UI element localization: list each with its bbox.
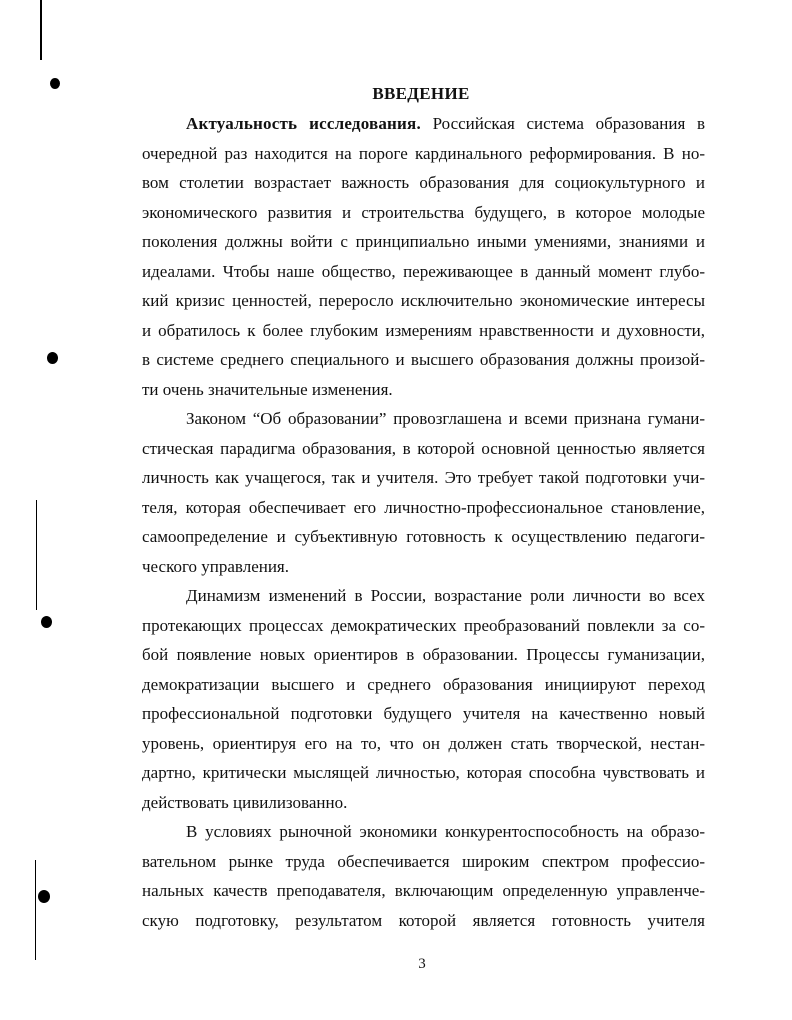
punch-hole-2 bbox=[47, 352, 58, 364]
paragraph-3-line-4: демократизации высшего и среднего образования инициируют переход bbox=[142, 674, 705, 694]
paragraph-4-line-1: В условиях рыночной экономики конкурентоспособность на образо- bbox=[186, 822, 705, 841]
paragraph-3-line-3: бой появление новых ориентиров в образовании. Процессы гуманизации, bbox=[142, 645, 705, 664]
paragraph-1-line-3: вом столетии возрастает важность образования для социокультурного и bbox=[142, 173, 705, 192]
paragraph-1-line-6: идеалами. Чтобы наше общество, переживающее в данный момент глубо- bbox=[142, 261, 705, 281]
scan-margin-line-lower bbox=[36, 500, 37, 610]
punch-hole-3 bbox=[41, 616, 52, 628]
punch-hole-4 bbox=[38, 890, 50, 903]
paragraph-3-line-8: действовать цивилизованно. bbox=[142, 792, 348, 812]
paragraph-2-line-2: стическая парадигма образования, в которой основной ценностью является bbox=[142, 438, 705, 458]
paragraph-1-line-4: экономического развития и строительства будущего, в которое молодые bbox=[142, 202, 705, 222]
paragraph-3-line-1: Динамизм изменений в России, возрастание роли личности во всех bbox=[186, 586, 705, 605]
paragraph-3-line-2: протекающих процессах демократических преобразований повлекли за со- bbox=[142, 615, 705, 635]
paragraph-4-line-3: нальных качеств преподавателя, включающим определенную управленче- bbox=[142, 881, 705, 900]
page-title: ВВЕДЕНИЕ bbox=[372, 84, 470, 103]
scan-margin-line-bottom bbox=[35, 860, 36, 960]
paragraph-1-line-10: ти очень значительные изменения. bbox=[142, 379, 393, 399]
paragraph-4-line-2: вательном рынке труда обеспечивается широким спектром профессио- bbox=[142, 851, 705, 871]
paragraph-2-line-5: самоопределение и субъективную готовность к осуществлению педагоги- bbox=[142, 527, 705, 546]
paragraph-1-line-1: Актуальность исследования. Российская система образования в bbox=[186, 114, 706, 133]
scan-margin-line bbox=[40, 0, 42, 60]
paragraph-3-line-5: профессиональной подготовки будущего учителя на качественно новый bbox=[142, 704, 705, 723]
page-number: 3 bbox=[418, 956, 426, 972]
paragraph-2-line-4: теля, которая обеспечивает его личностно-профессиональное становление, bbox=[142, 497, 705, 517]
paragraph-1-line-2: очередной раз находится на пороге кардинального реформирования. В но- bbox=[142, 143, 705, 163]
paragraph-3-line-6: уровень, ориентируя его на то, что он должен стать творческой, нестан- bbox=[142, 733, 705, 753]
paragraph-1-line-5: поколения должны войти с принципиально иными умениями, знаниями и bbox=[142, 232, 705, 251]
lead-heading: Актуальность исследования. bbox=[186, 114, 421, 133]
paragraph-1-line-7: кий кризис ценностей, переросло исключительно экономические интересы bbox=[142, 291, 705, 310]
paragraph-1-line-8: и обратилось к более глубоким измерениям нравственности и духовности, bbox=[142, 320, 705, 340]
paragraph-4-line-4: скую подготовку, результатом которой является готовность учителя bbox=[142, 910, 705, 930]
paragraph-1-line-9: в системе среднего специального и высшего образования должны произой- bbox=[142, 350, 705, 369]
body-text bbox=[142, 109, 705, 935]
paragraph-2-line-3: личность как учащегося, так и учителя. Это требует такой подготовки учи- bbox=[142, 468, 705, 487]
paragraph-3-line-7: дартно, критически мыслящей личностью, которая способна чувствовать и bbox=[142, 763, 705, 782]
paragraph-2-line-6: ческого управления. bbox=[142, 556, 289, 576]
paragraph-2-line-1: Законом “Об образовании” провозглашена и всеми признана гумани- bbox=[186, 409, 705, 428]
